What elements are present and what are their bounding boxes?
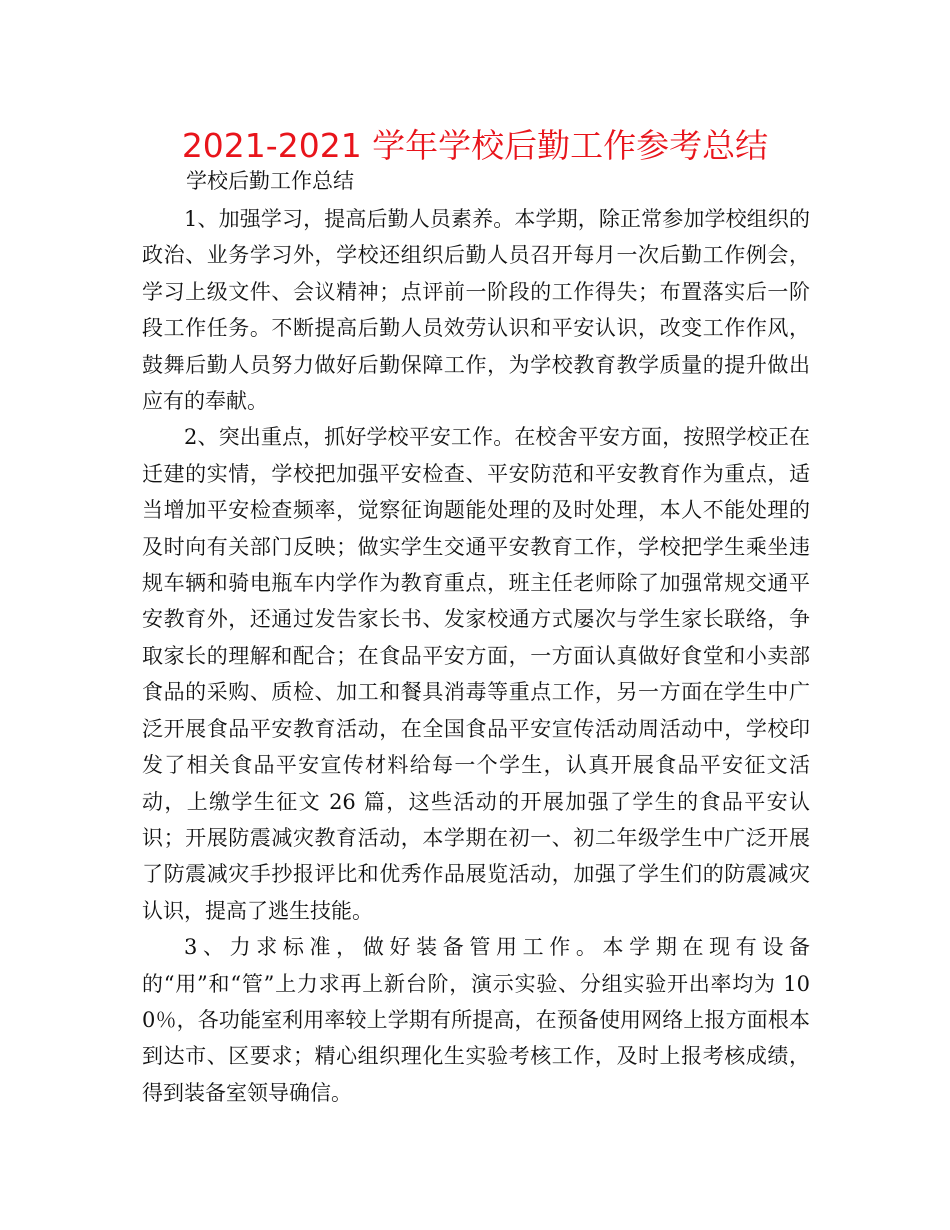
document-subtitle: 学校后勤工作总结 <box>186 169 354 193</box>
document-title: 2021-2021 学年学校后勤工作参考总结 <box>181 126 769 165</box>
paragraph-equipment: 3、力求标准，做好装备管用工作。本学期在现有设备的“用”和“管”上力求再上新台阶，演示实验、分组实验开出率均为 100％，各功能室利用率较上学期有所提高，在预备使用网络上报方面根本到达市、区要求；精心组织理化生实验考核工作，及时上报考核成绩，得到装备室领导确信。 <box>142 935 810 1105</box>
paragraph-study: 1、加强学习，提高后勤人员素养。本学期，除正常参加学校组织的政治、业务学习外，学校还组织后勤人员召开每月一次后勤工作例会，学习上级文件、会议精神；点评前一阶段的工作得失；布置落实后一阶段工作任务。不断提高后勤人员效劳认识和平安认识，改变工作作风，鼓舞后勤人员努力做好后勤保障工作，为学校教育教学质量的提升做出应有的奉献。 <box>142 207 810 414</box>
paragraph-safety: 2、突出重点，抓好学校平安工作。在校舍平安方面，按照学校正在迁建的实情，学校把加强平安检查、平安防范和平安教育作为重点，适当增加平安检查频率，觉察征询题能处理的及时处理，本人不能处理的及时向有关部门反映；做实学生交通平安教育工作，学校把学生乘坐违规车辆和骑电瓶车内学作为教育重点，班主任老师除了加强常规交通平安教育外，还通过发告家长书、发家校通方式屡次与学生家长联络，争取家长的理解和配合；在食品平安方面，一方面认真做好食堂和小卖部食品的采购、质检、加工和餐具消毒等重点工作，另一方面在学生中广泛开展食品平安教育活动，在全国食品平安宣传活动周活动中，学校印发了相关食品平安宣传材料给每一个学生，认真开展食品平安征文活动，上缴学生征文 26 篇，这些活动的开展加强了学生的食品平安认识；开展防震减灾教育活动，本学期在初一、初二年级学生中广泛开展了防震减灾手抄报评比和优秀作品展览活动，加强了学生们的防震减灾认识，提高了逃生技能。 <box>142 425 810 923</box>
document-body <box>142 201 810 1111</box>
